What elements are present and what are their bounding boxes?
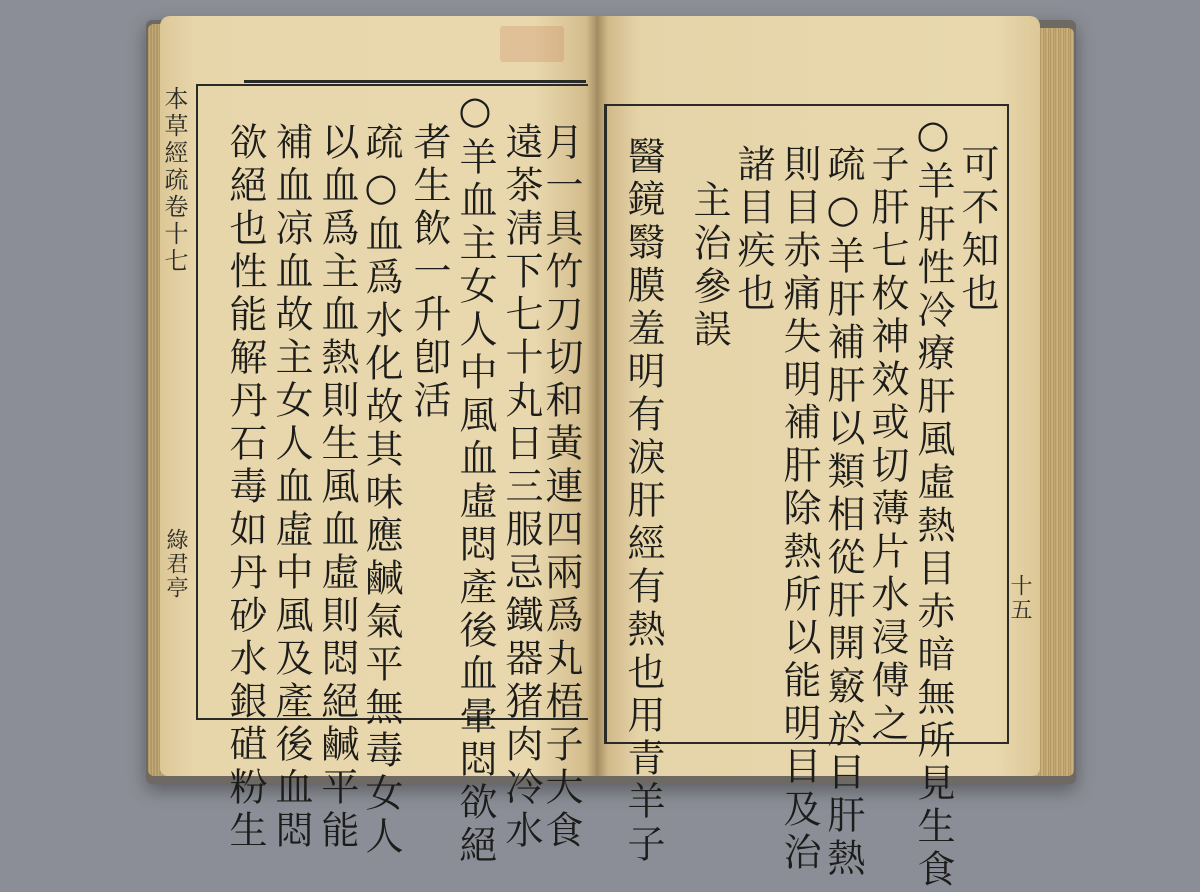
- page-number: 十五: [1007, 574, 1032, 622]
- printer-name: 綠君亭: [163, 528, 188, 600]
- left-frame-top-rule: [244, 80, 586, 83]
- right-column-7: 主治參誤: [687, 180, 731, 352]
- right-column-2: ○羊肝性冷療肝風虛熱目赤暗無所見生食: [911, 112, 955, 892]
- left-column-7: 補血凉血故主女人血虛中風及產後血悶: [269, 122, 313, 853]
- left-column-5: 疏○血爲水化故其味應鹹氣平無毒女人: [359, 122, 403, 859]
- right-column-1: 可不知也: [955, 144, 999, 316]
- left-column-6: 以血爲主血熱則生風血虛則悶絕鹹平能: [315, 122, 359, 853]
- left-column-3: ○羊血主女人中風血虛悶產後血暈悶欲絕: [453, 88, 497, 868]
- right-column-4: 疏○羊肝補肝以類相從肝開竅於目肝熱: [821, 144, 865, 881]
- left-column-1: 月一具竹刀切和黃連四兩爲丸梧子大食: [539, 122, 583, 853]
- faded-seal-mark: [500, 26, 564, 62]
- left-column-8: 欲絕也性能解丹石毒如丹砂水銀䃊粉生: [223, 122, 267, 853]
- left-column-2: 遠茶淸下七十丸日三服忌鐵器猪肉冷水: [499, 122, 543, 853]
- running-title: 本草經疏卷十七: [160, 86, 188, 275]
- right-column-5: 則目赤痛失明補肝除熱所以能明目及治: [777, 144, 821, 875]
- left-column-4: 者生飲一升卽活: [407, 122, 451, 423]
- right-page-edges: [1034, 28, 1074, 776]
- right-column-3: 子肝七枚神效或切薄片水浸傅之: [865, 144, 909, 746]
- right-column-8: 醫鏡翳膜羞明有淚肝經有熱也用青羊子: [621, 136, 665, 867]
- right-column-6: 諸目疾也: [731, 144, 775, 316]
